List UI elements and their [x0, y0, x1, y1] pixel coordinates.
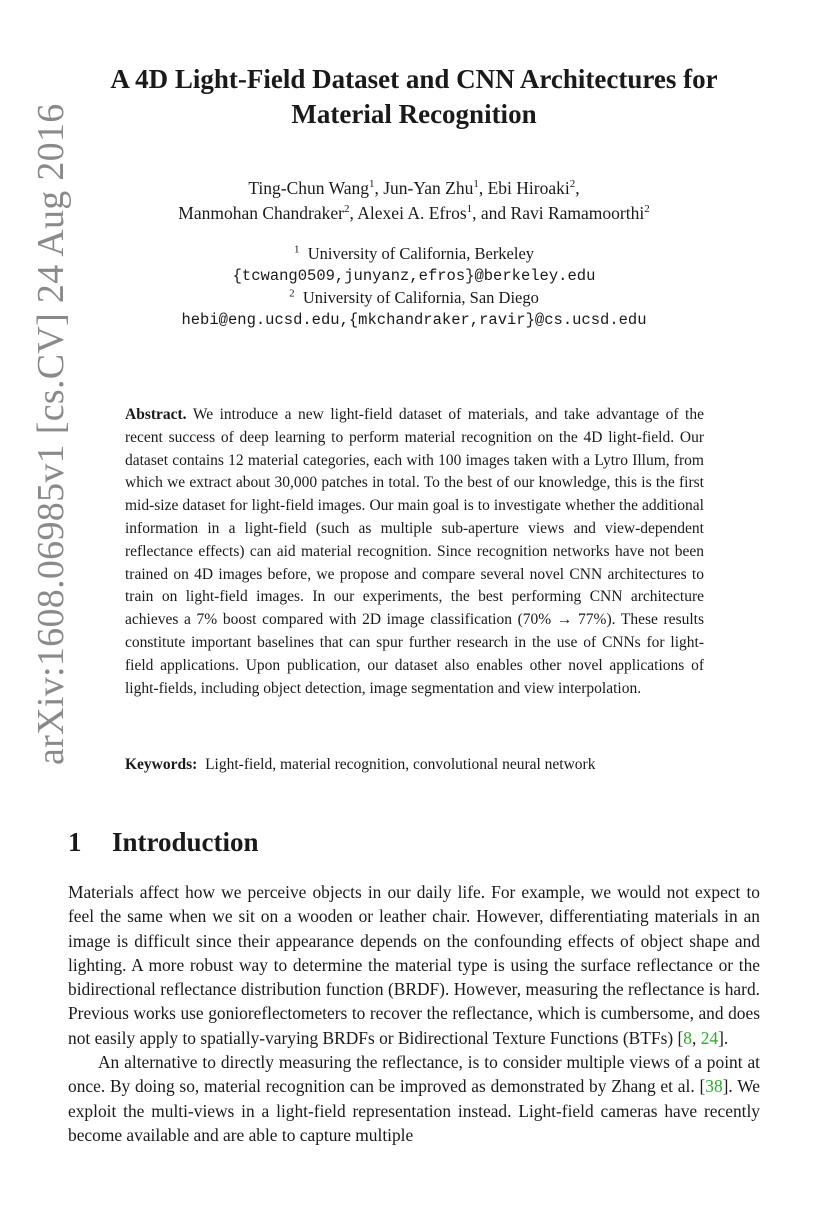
affiliation-mark: 1 — [293, 243, 300, 256]
keywords-text: Light-field, material recognition, convolutional neural network — [205, 756, 596, 773]
paragraph-text: ]. — [718, 1027, 729, 1048]
author-name: Ebi Hiroaki — [487, 178, 570, 198]
citation-link[interactable]: 8 — [683, 1027, 692, 1048]
paragraph-text: Materials affect how we perceive objects in our daily life. For example, we would not expect to feel the same when we sit on a wooden or leather chair. However, differentiating materials in an image is difficult since their appearance depends on the confounding effects of object shape and lighting. A more robust way to determine the material type is using the surface reflectance or the bidirectional reflectance distribution function (BRDF). However, measuring the reflectance is hard. Previous works use gonioreflectometers to recover the reflectance, which is cumbersome, and does not easily apply to spatially-varying BRDFs or Bidirectional Texture Functions (BTFs) [ — [68, 882, 760, 1048]
affiliation-email: hebi@eng.ucsd.edu,{mkchandraker,ravir}@cs.ucsd.edu — [181, 311, 647, 329]
affiliations — [60, 243, 768, 331]
author-name: Ravi Ramamoorthi — [510, 203, 645, 223]
section-heading — [68, 825, 259, 859]
author-separator: , — [374, 178, 384, 198]
author-name: Alexei A. Efros — [357, 203, 467, 223]
abstract — [125, 404, 704, 700]
affiliation-1 — [60, 243, 768, 265]
affiliation-mark: 2 — [289, 287, 295, 300]
affiliation-2 — [60, 287, 768, 309]
author-affiliation-mark: 1 — [473, 178, 479, 191]
author-affiliation-mark: 1 — [466, 203, 473, 216]
keywords — [125, 754, 725, 776]
author-separator: , — [478, 178, 488, 198]
introduction-body — [68, 880, 760, 1147]
author-name: Ting-Chun Wang — [248, 178, 369, 198]
author-name: Jun-Yan Zhu — [383, 178, 474, 198]
paper-title: A 4D Light-Field Dataset and CNN Architectures for Material Recognition — [110, 64, 718, 129]
paragraph — [68, 1050, 760, 1147]
author-list — [60, 176, 768, 226]
author-line-1 — [60, 176, 768, 201]
author-line-2 — [60, 201, 768, 226]
affiliation-name: University of California, Berkeley — [307, 244, 535, 263]
author-separator: , — [575, 178, 580, 198]
author-affiliation-mark: 2 — [569, 178, 576, 191]
author-separator: , and — [472, 203, 511, 223]
author-affiliation-mark: 2 — [644, 203, 650, 216]
keywords-label: Keywords: — [125, 756, 198, 773]
paragraph — [68, 880, 760, 1050]
author-separator: , — [349, 203, 358, 223]
paragraph-text: An alternative to directly measuring the reflectance, is to consider multiple views of a point at once. By doing so, material recognition can be improved as demonstrated by Zhang et al. [ — [68, 1052, 760, 1097]
author-affiliation-mark: 1 — [369, 178, 375, 191]
paragraph-text: ]. We exploit the multi-views in a light-field representation instead. Light-field cameras have recently become available and are able to capture multiple — [68, 1076, 760, 1145]
abstract-text: We introduce a new light-field dataset of materials, and take advantage of the recent success of deep learning to perform material recognition on the 4D light-field. Our dataset contains 12 material categories, each with 100 images taken with a Lytro Illum, from which we extract about 30,000 patches in total. To the best of our knowledge, this is the first mid-size dataset for light-field images. Our main goal is to investigate whether the additional information in a light-field (such as multiple sub-aperture views and view-dependent reflectance effects) can aid material recognition. Since recognition networks have not been trained on 4D images before, we propose and compare several novel CNN architectures to train on light-field images. In our experiments, the best performing CNN architecture achieves a 7% boost compared with 2D image classification (70% → 77%). These results constitute important baselines that can spur further research in the use of CNNs for light-field applications. Upon publication, our dataset also enables other novel applications of light-fields, including object detection, image segmentation and view interpolation. — [125, 406, 704, 697]
section-number: 1 — [68, 827, 82, 857]
paragraph-text: , — [691, 1027, 701, 1048]
author-affiliation-mark: 2 — [343, 203, 350, 216]
abstract-label: Abstract. — [125, 406, 187, 423]
affiliation-email: {tcwang0509,junyanz,efros}@berkeley.edu — [232, 267, 596, 285]
affiliation-name: University of California, San Diego — [302, 288, 539, 307]
citation-link[interactable]: 24 — [700, 1027, 719, 1048]
arxiv-identifier-stamp: arXiv:1608.06985v1 [cs.CV] 24 Aug 2016 — [30, 103, 72, 765]
section-title: Introduction — [112, 827, 259, 857]
author-name: Manmohan Chandraker — [178, 203, 344, 223]
citation-link[interactable]: 38 — [705, 1076, 723, 1097]
